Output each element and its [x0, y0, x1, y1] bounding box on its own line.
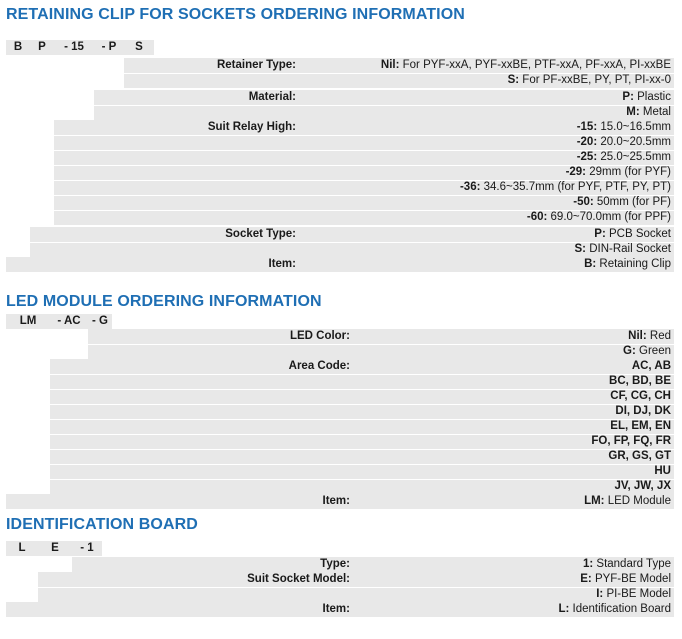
option-value: DI, DJ, DK — [615, 405, 671, 417]
code-cell: L — [6, 541, 38, 556]
option-value: I: PI-BE Model — [596, 588, 671, 600]
option-value: GR, GS, GT — [608, 450, 671, 462]
field-label: Area Code: — [288, 360, 350, 372]
option-value: -36: 34.6~35.7mm (for PYF, PTF, PY, PT) — [459, 181, 671, 193]
field-label: Item: — [322, 495, 350, 507]
code-cell: S — [124, 40, 154, 55]
field-block — [50, 359, 674, 494]
option-value: S: For PF-xxBE, PY, PT, PI-xx-0 — [507, 74, 671, 86]
option-value: P: PCB Socket — [594, 228, 671, 240]
code-cell: B — [6, 40, 30, 55]
field-label: Socket Type: — [225, 228, 296, 240]
option-value: JV, JW, JX — [614, 480, 671, 492]
code-cell: - G — [88, 314, 112, 329]
idboard-title: IDENTIFICATION BOARD — [6, 516, 198, 533]
option-value: -50: 50mm (for PF) — [573, 196, 671, 208]
code-cell: - AC — [50, 314, 88, 329]
option-value: BC, BD, BE — [609, 375, 671, 387]
option-value: M: Metal — [626, 106, 671, 118]
field-label: LED Color: — [289, 330, 350, 342]
option-value: CF, CG, CH — [610, 390, 671, 402]
code-cell: - 15 — [54, 40, 94, 55]
code-cell: LM — [6, 314, 50, 329]
code-cell: P — [30, 40, 54, 55]
field-label: Material: — [248, 91, 296, 103]
option-value: P: Plastic — [622, 91, 671, 103]
option-value: Nil: Red — [628, 330, 671, 342]
option-value: B: Retaining Clip — [584, 258, 671, 270]
option-value: S: DIN-Rail Socket — [574, 243, 671, 255]
field-label: Suit Socket Model: — [247, 573, 350, 585]
option-value: -60: 69.0~70.0mm (for PPF) — [526, 211, 671, 223]
field-label: Suit Relay High: — [207, 121, 296, 133]
option-value: Nil: For PYF-xxA, PYF-xxBE, PTF-xxA, PF-xxA, PI-xxBE — [380, 59, 671, 71]
field-label: Item: — [268, 258, 296, 270]
option-value: L: Identification Board — [558, 603, 671, 615]
option-value: -25: 25.0~25.5mm — [576, 151, 671, 163]
option-value: -15: 15.0~16.5mm — [576, 121, 671, 133]
option-value: AC, AB — [631, 360, 671, 372]
option-value: -29: 29mm (for PYF) — [565, 166, 671, 178]
option-value: LM: LED Module — [584, 495, 671, 507]
option-value: FO, FP, FQ, FR — [591, 435, 671, 447]
field-label: Type: — [320, 558, 350, 570]
field-label: Item: — [322, 603, 350, 615]
led-title: LED MODULE ORDERING INFORMATION — [6, 293, 322, 310]
option-value: -20: 20.0~20.5mm — [576, 136, 671, 148]
option-value: EL, EM, EN — [610, 420, 671, 432]
option-value: G: Green — [623, 345, 671, 357]
field-label: Retainer Type: — [216, 59, 296, 71]
code-cell: - 1 — [72, 541, 102, 556]
retaining-title: RETAINING CLIP FOR SOCKETS ORDERING INFORMATION — [6, 6, 465, 23]
option-value: 1: Standard Type — [582, 558, 671, 570]
code-cell: - P — [94, 40, 124, 55]
option-value: HU — [654, 465, 671, 477]
option-value: E: PYF-BE Model — [580, 573, 671, 585]
code-cell: E — [38, 541, 72, 556]
